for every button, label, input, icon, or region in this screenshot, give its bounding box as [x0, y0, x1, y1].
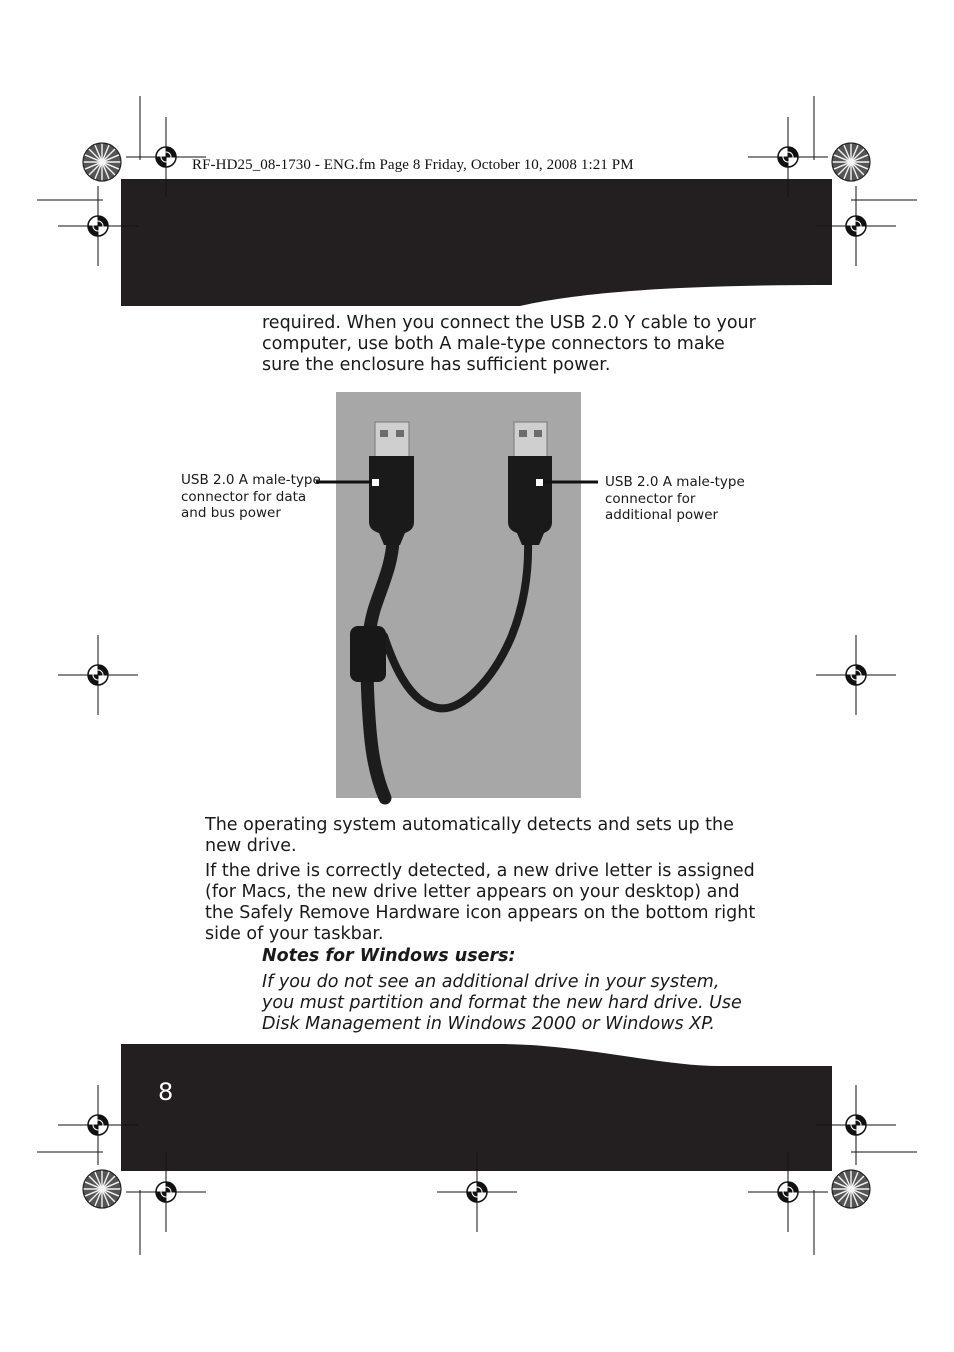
usb-y-cable-photo: [336, 392, 581, 798]
detect-paragraph: The operating system automatically detects and sets up the new drive.: [205, 815, 734, 856]
print-header: RF-HD25_08-1730 - ENG.fm Page 8 Friday, October 10, 2008 1:21 PM: [192, 157, 634, 173]
callout-right: USB 2.0 A male-type connector for additional power: [605, 474, 745, 523]
intro-paragraph: required. When you connect the USB 2.0 Y cable to your computer, use both A male-type connectors to make sure the enclosure has sufficient power.: [262, 313, 756, 375]
note-body: If you do not see an additional drive in your system, you must partition and format the new hard drive. Use Disk Management in Windows 2000 or Windows XP.: [262, 972, 742, 1034]
drive-letter-paragraph: If the drive is correctly detected, a new drive letter is assigned (for Macs, the new drive letter appears on your desktop) and the Safely Remove Hardware icon appears on the bottom right side of your taskbar.: [205, 861, 756, 944]
page-number: 8: [158, 1078, 174, 1106]
footer-band: [121, 1044, 832, 1171]
callout-left: USB 2.0 A male-type connector for data and bus power: [181, 472, 321, 521]
note-title: Notes for Windows users:: [262, 946, 516, 966]
header-band: [121, 179, 832, 306]
